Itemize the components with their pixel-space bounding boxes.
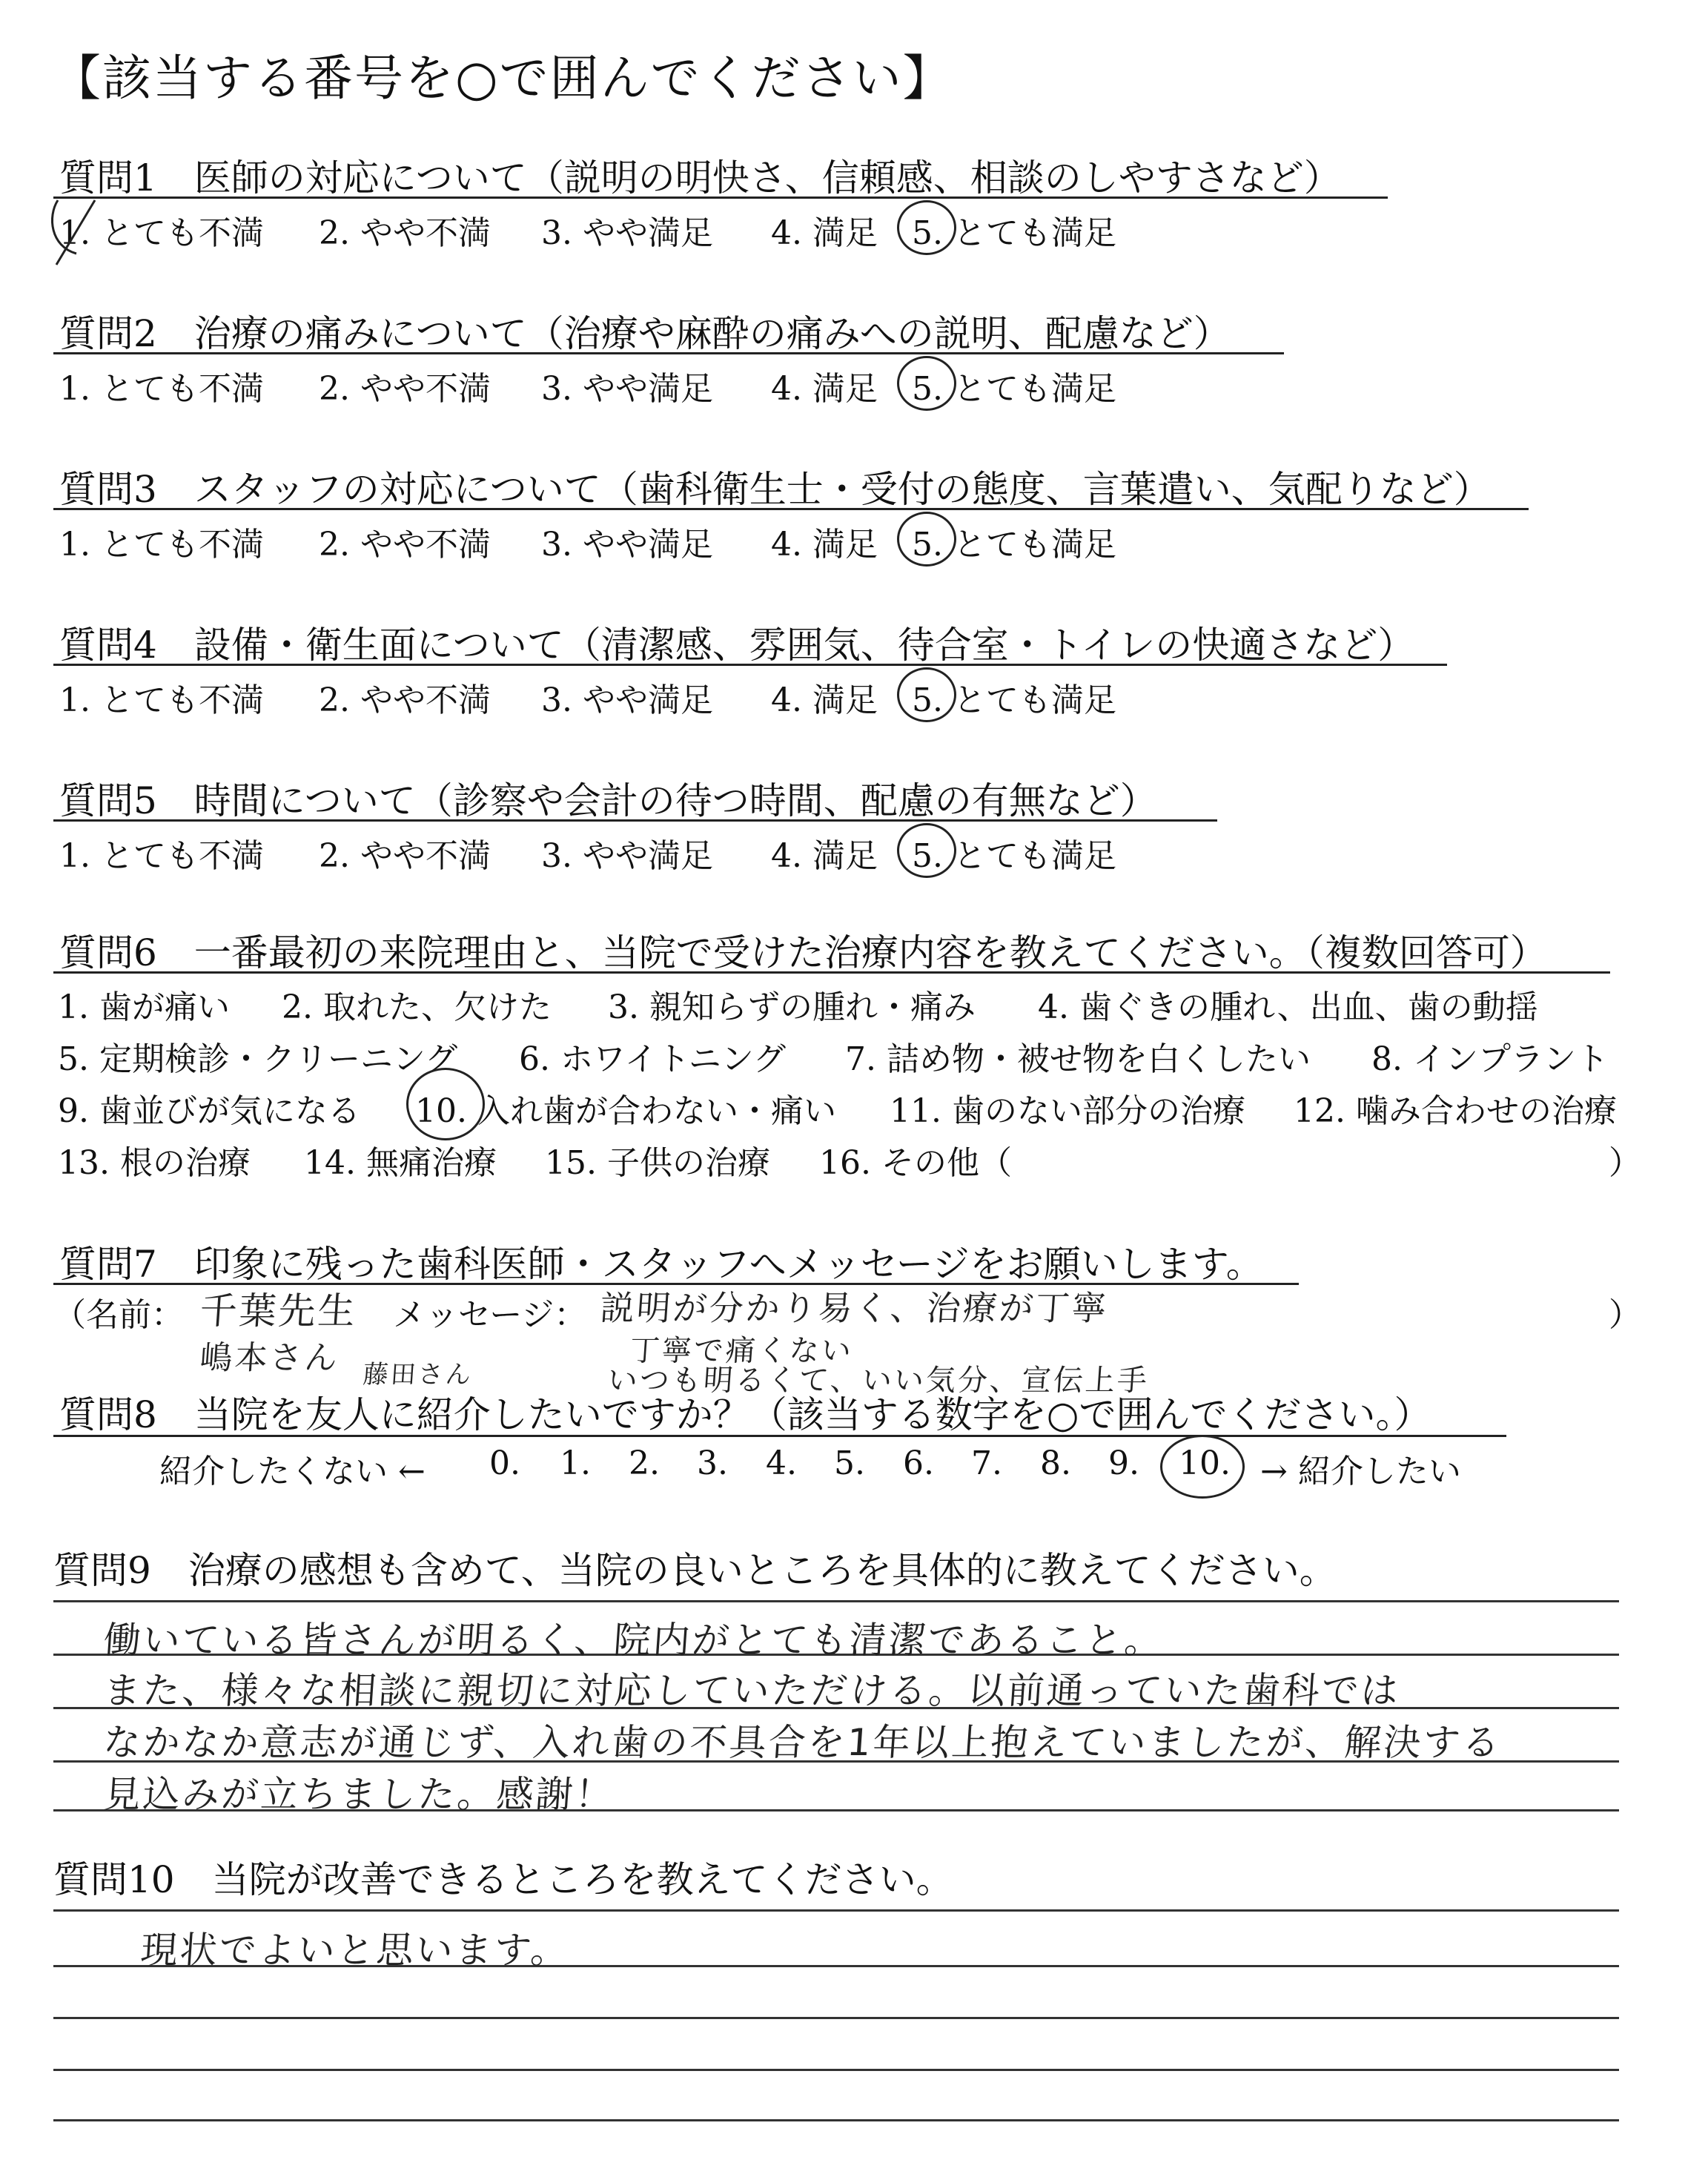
q2-option-3[interactable]: 3. やや満足: [541, 370, 713, 408]
q1-option-4[interactable]: 4. 満足: [771, 214, 878, 252]
q1-option-5[interactable]: 5. とても満足: [912, 214, 1116, 252]
q5-option-3[interactable]: 3. やや満足: [541, 837, 713, 875]
q3-option-3[interactable]: 3. やや満足: [541, 526, 713, 564]
q8-title: 質問8 当院を友人に紹介したいですか？（該当する数字を○で囲んでください。）: [59, 1393, 1431, 1436]
q8-option-8[interactable]: 8.: [1040, 1444, 1071, 1482]
q5-option-2[interactable]: 2. やや不満: [319, 837, 491, 875]
q8-option-6[interactable]: 6.: [903, 1444, 934, 1482]
q6-option-14[interactable]: 14. 無痛治療: [304, 1144, 497, 1182]
q3-option-5[interactable]: 5. とても満足: [912, 526, 1116, 564]
q7-message-1[interactable]: 説明が分かり易く、治療が丁寧: [598, 1288, 1110, 1328]
q10-answer-line: [53, 2119, 1619, 2121]
q8-option-5[interactable]: 5.: [834, 1444, 865, 1482]
q5-option-4[interactable]: 4. 満足: [771, 837, 878, 875]
q3-selection-circle: [897, 512, 956, 567]
q1-title: 質問1 医師の対応について（説明の明快さ、信頼感、相談のしやすさなど）: [59, 156, 1341, 199]
q4-option-1[interactable]: 1. とても不満: [59, 681, 264, 719]
q1-option-2[interactable]: 2. やや不満: [319, 214, 491, 252]
q1-underline: [53, 196, 1388, 199]
q10-answer-line: [53, 2017, 1619, 2019]
q6-option-9[interactable]: 9. 歯並びが気になる: [58, 1092, 360, 1130]
q8-option-3[interactable]: 3.: [697, 1444, 728, 1482]
q3-title: 質問3 スタッフの対応について（歯科衛生士・受付の態度、言葉遣い、気配りなど）: [59, 468, 1491, 511]
q8-selection-circle: [1160, 1435, 1245, 1499]
q2-option-5[interactable]: 5. とても満足: [912, 370, 1116, 408]
q8-option-9[interactable]: 9.: [1108, 1444, 1139, 1482]
q5-option-5[interactable]: 5. とても満足: [912, 837, 1116, 875]
q7-message-2[interactable]: 丁寧で痛くない: [629, 1334, 855, 1368]
q6-option-3[interactable]: 3. 親知らずの腫れ・痛み: [608, 988, 976, 1026]
q10-title: 質問10 当院が改善できるところを教えてください。: [53, 1858, 953, 1901]
q3-option-4[interactable]: 4. 満足: [771, 526, 878, 564]
q4-option-3[interactable]: 3. やや満足: [541, 681, 713, 719]
q6-selection-circle: [406, 1068, 485, 1140]
q7-title: 質問7 印象に残った歯科医師・スタッフへメッセージをお願いします。: [59, 1243, 1263, 1286]
q7-name-1[interactable]: 千葉先生: [198, 1289, 359, 1332]
q9-answer-line-4[interactable]: 見込みが立ちました。感謝！: [102, 1773, 616, 1816]
q7-name-3[interactable]: 藤田さん: [362, 1360, 474, 1390]
q8-option-0[interactable]: 0.: [489, 1444, 520, 1482]
q9-answer-line-1[interactable]: 働いている皆さんが明るく、院内がとても清潔であること。: [102, 1619, 1165, 1662]
q6-other-close-paren: ）: [1609, 1144, 1641, 1182]
q1-selection-circle: [897, 200, 956, 255]
q4-underline: [53, 664, 1447, 666]
q7-message-3[interactable]: いつも明るくて、いい気分、宣伝上手: [606, 1364, 1151, 1398]
q2-title: 質問2 治療の痛みについて（治療や麻酔の痛みへの説明、配慮など）: [59, 312, 1231, 355]
q7-name-2[interactable]: 嶋本さん: [198, 1339, 341, 1377]
q6-option-7[interactable]: 7. 詰め物・被せ物を白くしたい: [845, 1040, 1311, 1078]
q9-answer-line-2[interactable]: また、様々な相談に親切に対応していただける。以前通っていた歯科では: [102, 1669, 1402, 1712]
q1-crossed-mark: [43, 194, 110, 268]
q4-selection-circle: [897, 667, 956, 722]
q8-option-4[interactable]: 4.: [766, 1444, 797, 1482]
q5-title: 質問5 時間について（診察や会計の待つ時間、配慮の有無など）: [59, 779, 1157, 822]
q9-answer-line: [53, 1600, 1619, 1602]
q6-option-13[interactable]: 13. 根の治療: [58, 1144, 251, 1182]
q10-answer-line-1[interactable]: 現状でよいと思います。: [139, 1929, 572, 1972]
q2-option-2[interactable]: 2. やや不満: [319, 370, 491, 408]
q7-close-paren: ）: [1609, 1296, 1641, 1334]
q8-option-10[interactable]: 10.: [1179, 1444, 1231, 1482]
q8-option-2[interactable]: 2.: [629, 1444, 660, 1482]
q6-option-8[interactable]: 8. インプラント: [1371, 1040, 1609, 1078]
q4-title: 質問4 設備・衛生面について（清潔感、雰囲気、待合室・トイレの快適さなど）: [59, 624, 1415, 667]
q6-option-4[interactable]: 4. 歯ぐきの腫れ、出血、歯の動揺: [1038, 988, 1538, 1026]
q5-option-1[interactable]: 1. とても不満: [59, 837, 264, 875]
q5-selection-circle: [897, 823, 956, 878]
q6-option-5[interactable]: 5. 定期検診・クリーニング: [58, 1040, 458, 1078]
q6-option-12[interactable]: 12. 噛み合わせの治療: [1294, 1092, 1617, 1130]
q4-option-2[interactable]: 2. やや不満: [319, 681, 491, 719]
q10-answer-line: [53, 2069, 1619, 2071]
q6-option-15[interactable]: 15. 子供の治療: [545, 1144, 770, 1182]
q8-option-7[interactable]: 7.: [971, 1444, 1002, 1482]
q8-left-label: 紹介したくない ←: [159, 1453, 426, 1490]
q2-option-4[interactable]: 4. 満足: [771, 370, 878, 408]
q3-option-2[interactable]: 2. やや不満: [319, 526, 491, 564]
q5-underline: [53, 819, 1217, 822]
q6-title: 質問6 一番最初の来院理由と、当院で受けた治療内容を教えてください。（複数回答可）: [59, 931, 1547, 974]
q2-underline: [53, 352, 1284, 354]
q6-underline: [53, 971, 1610, 974]
q6-option-10[interactable]: 10. 入れ歯が合わない・痛い: [415, 1092, 836, 1130]
q2-selection-circle: [897, 356, 956, 411]
q6-option-6[interactable]: 6. ホワイトニング: [519, 1040, 787, 1078]
q1-option-3[interactable]: 3. やや満足: [541, 214, 713, 252]
q9-title: 質問9 治療の感想も含めて、当院の良いところを具体的に教えてください。: [53, 1549, 1337, 1592]
q6-option-16[interactable]: 16. その他（: [819, 1144, 1012, 1182]
q6-option-2[interactable]: 2. 取れた、欠けた: [282, 988, 552, 1026]
q9-answer-line-3[interactable]: なかなか意志が通じず、入れ歯の不具合を1年以上抱えていましたが、解決する: [102, 1721, 1503, 1764]
q6-option-1[interactable]: 1. 歯が痛い: [58, 988, 230, 1026]
q8-option-1[interactable]: 1.: [560, 1444, 591, 1482]
q1-option-1[interactable]: 1. とても不満: [59, 214, 264, 252]
q2-option-1[interactable]: 1. とても不満: [59, 370, 264, 408]
q7-name-label: （名前：: [53, 1296, 184, 1334]
page-header: 【該当する番号を○で囲んでください】: [52, 50, 953, 107]
q7-message-label: メッセージ：: [393, 1296, 587, 1334]
q10-answer-line: [53, 1909, 1619, 1912]
q4-option-4[interactable]: 4. 満足: [771, 681, 878, 719]
q3-option-1[interactable]: 1. とても不満: [59, 526, 264, 564]
q3-underline: [53, 508, 1529, 510]
q4-option-5[interactable]: 5. とても満足: [912, 681, 1116, 719]
q8-right-label: → 紹介したい: [1260, 1453, 1461, 1490]
q6-option-11[interactable]: 11. 歯のない部分の治療: [890, 1092, 1245, 1130]
q8-underline: [53, 1435, 1506, 1437]
